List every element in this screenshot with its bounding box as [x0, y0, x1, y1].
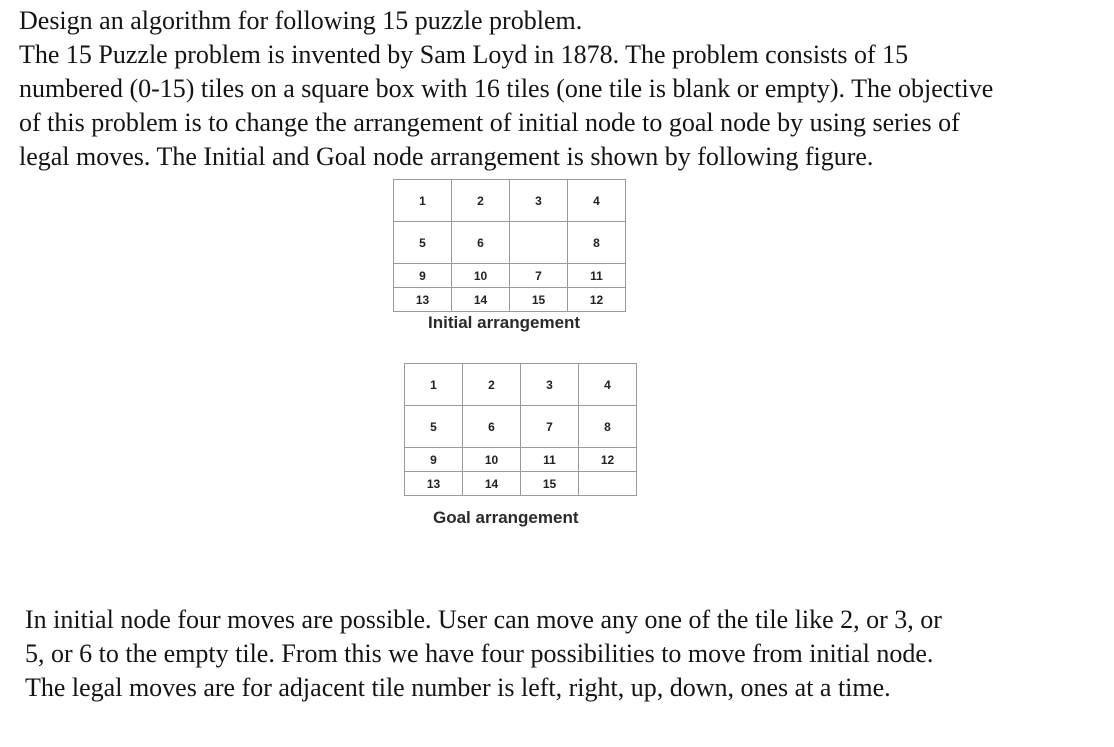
intro-paragraph [19, 4, 993, 174]
grid-row [394, 264, 626, 288]
tile: 1 [394, 180, 452, 222]
tile: 8 [568, 222, 626, 264]
tile: 6 [463, 406, 521, 448]
tile: 10 [463, 448, 521, 472]
grid-row [405, 364, 637, 406]
blank-tile [579, 472, 637, 496]
tile: 14 [463, 472, 521, 496]
tile: 8 [579, 406, 637, 448]
grid-row [394, 180, 626, 222]
goal-arrangement-caption: Goal arrangement [433, 508, 579, 527]
tile: 12 [568, 288, 626, 312]
moves-line: The legal moves are for adjacent tile number is left, right, up, down, ones at a time. [25, 673, 891, 702]
intro-line: legal moves. The Initial and Goal node arrangement is shown by following figure. [19, 142, 874, 171]
initial-arrangement-grid [393, 179, 626, 312]
tile: 6 [452, 222, 510, 264]
tile: 2 [463, 364, 521, 406]
tile: 1 [405, 364, 463, 406]
grid-row [405, 472, 637, 496]
moves-paragraph [25, 603, 942, 705]
tile: 13 [394, 288, 452, 312]
tile: 7 [510, 264, 568, 288]
grid-row [394, 222, 626, 264]
grid-row [394, 288, 626, 312]
initial-arrangement-caption: Initial arrangement [428, 313, 581, 332]
intro-line: of this problem is to change the arrangement of initial node to goal node by using series of [19, 108, 960, 137]
tile: 12 [579, 448, 637, 472]
intro-line: Design an algorithm for following 15 puzzle problem. [19, 6, 583, 35]
tile: 4 [579, 364, 637, 406]
tile: 14 [452, 288, 510, 312]
tile: 2 [452, 180, 510, 222]
tile: 15 [510, 288, 568, 312]
blank-tile [510, 222, 568, 264]
tile: 4 [568, 180, 626, 222]
tile: 3 [521, 364, 579, 406]
tile: 5 [405, 406, 463, 448]
tile: 15 [521, 472, 579, 496]
tile: 13 [405, 472, 463, 496]
tile: 9 [394, 264, 452, 288]
goal-arrangement-grid [404, 363, 637, 496]
intro-line: numbered (0-15) tiles on a square box with 16 tiles (one tile is blank or empty). The objective [19, 74, 994, 103]
moves-line: In initial node four moves are possible. User can move any one of the tile like 2, or 3, or [25, 605, 942, 634]
tile: 11 [521, 448, 579, 472]
tile: 5 [394, 222, 452, 264]
tile: 10 [452, 264, 510, 288]
tile: 9 [405, 448, 463, 472]
tile: 11 [568, 264, 626, 288]
intro-line: The 15 Puzzle problem is invented by Sam Loyd in 1878. The problem consists of 15 [19, 40, 909, 69]
moves-line: 5, or 6 to the empty tile. From this we have four possibilities to move from initial node. [25, 639, 934, 668]
tile: 3 [510, 180, 568, 222]
tile: 7 [521, 406, 579, 448]
grid-row [405, 448, 637, 472]
grid-row [405, 406, 637, 448]
